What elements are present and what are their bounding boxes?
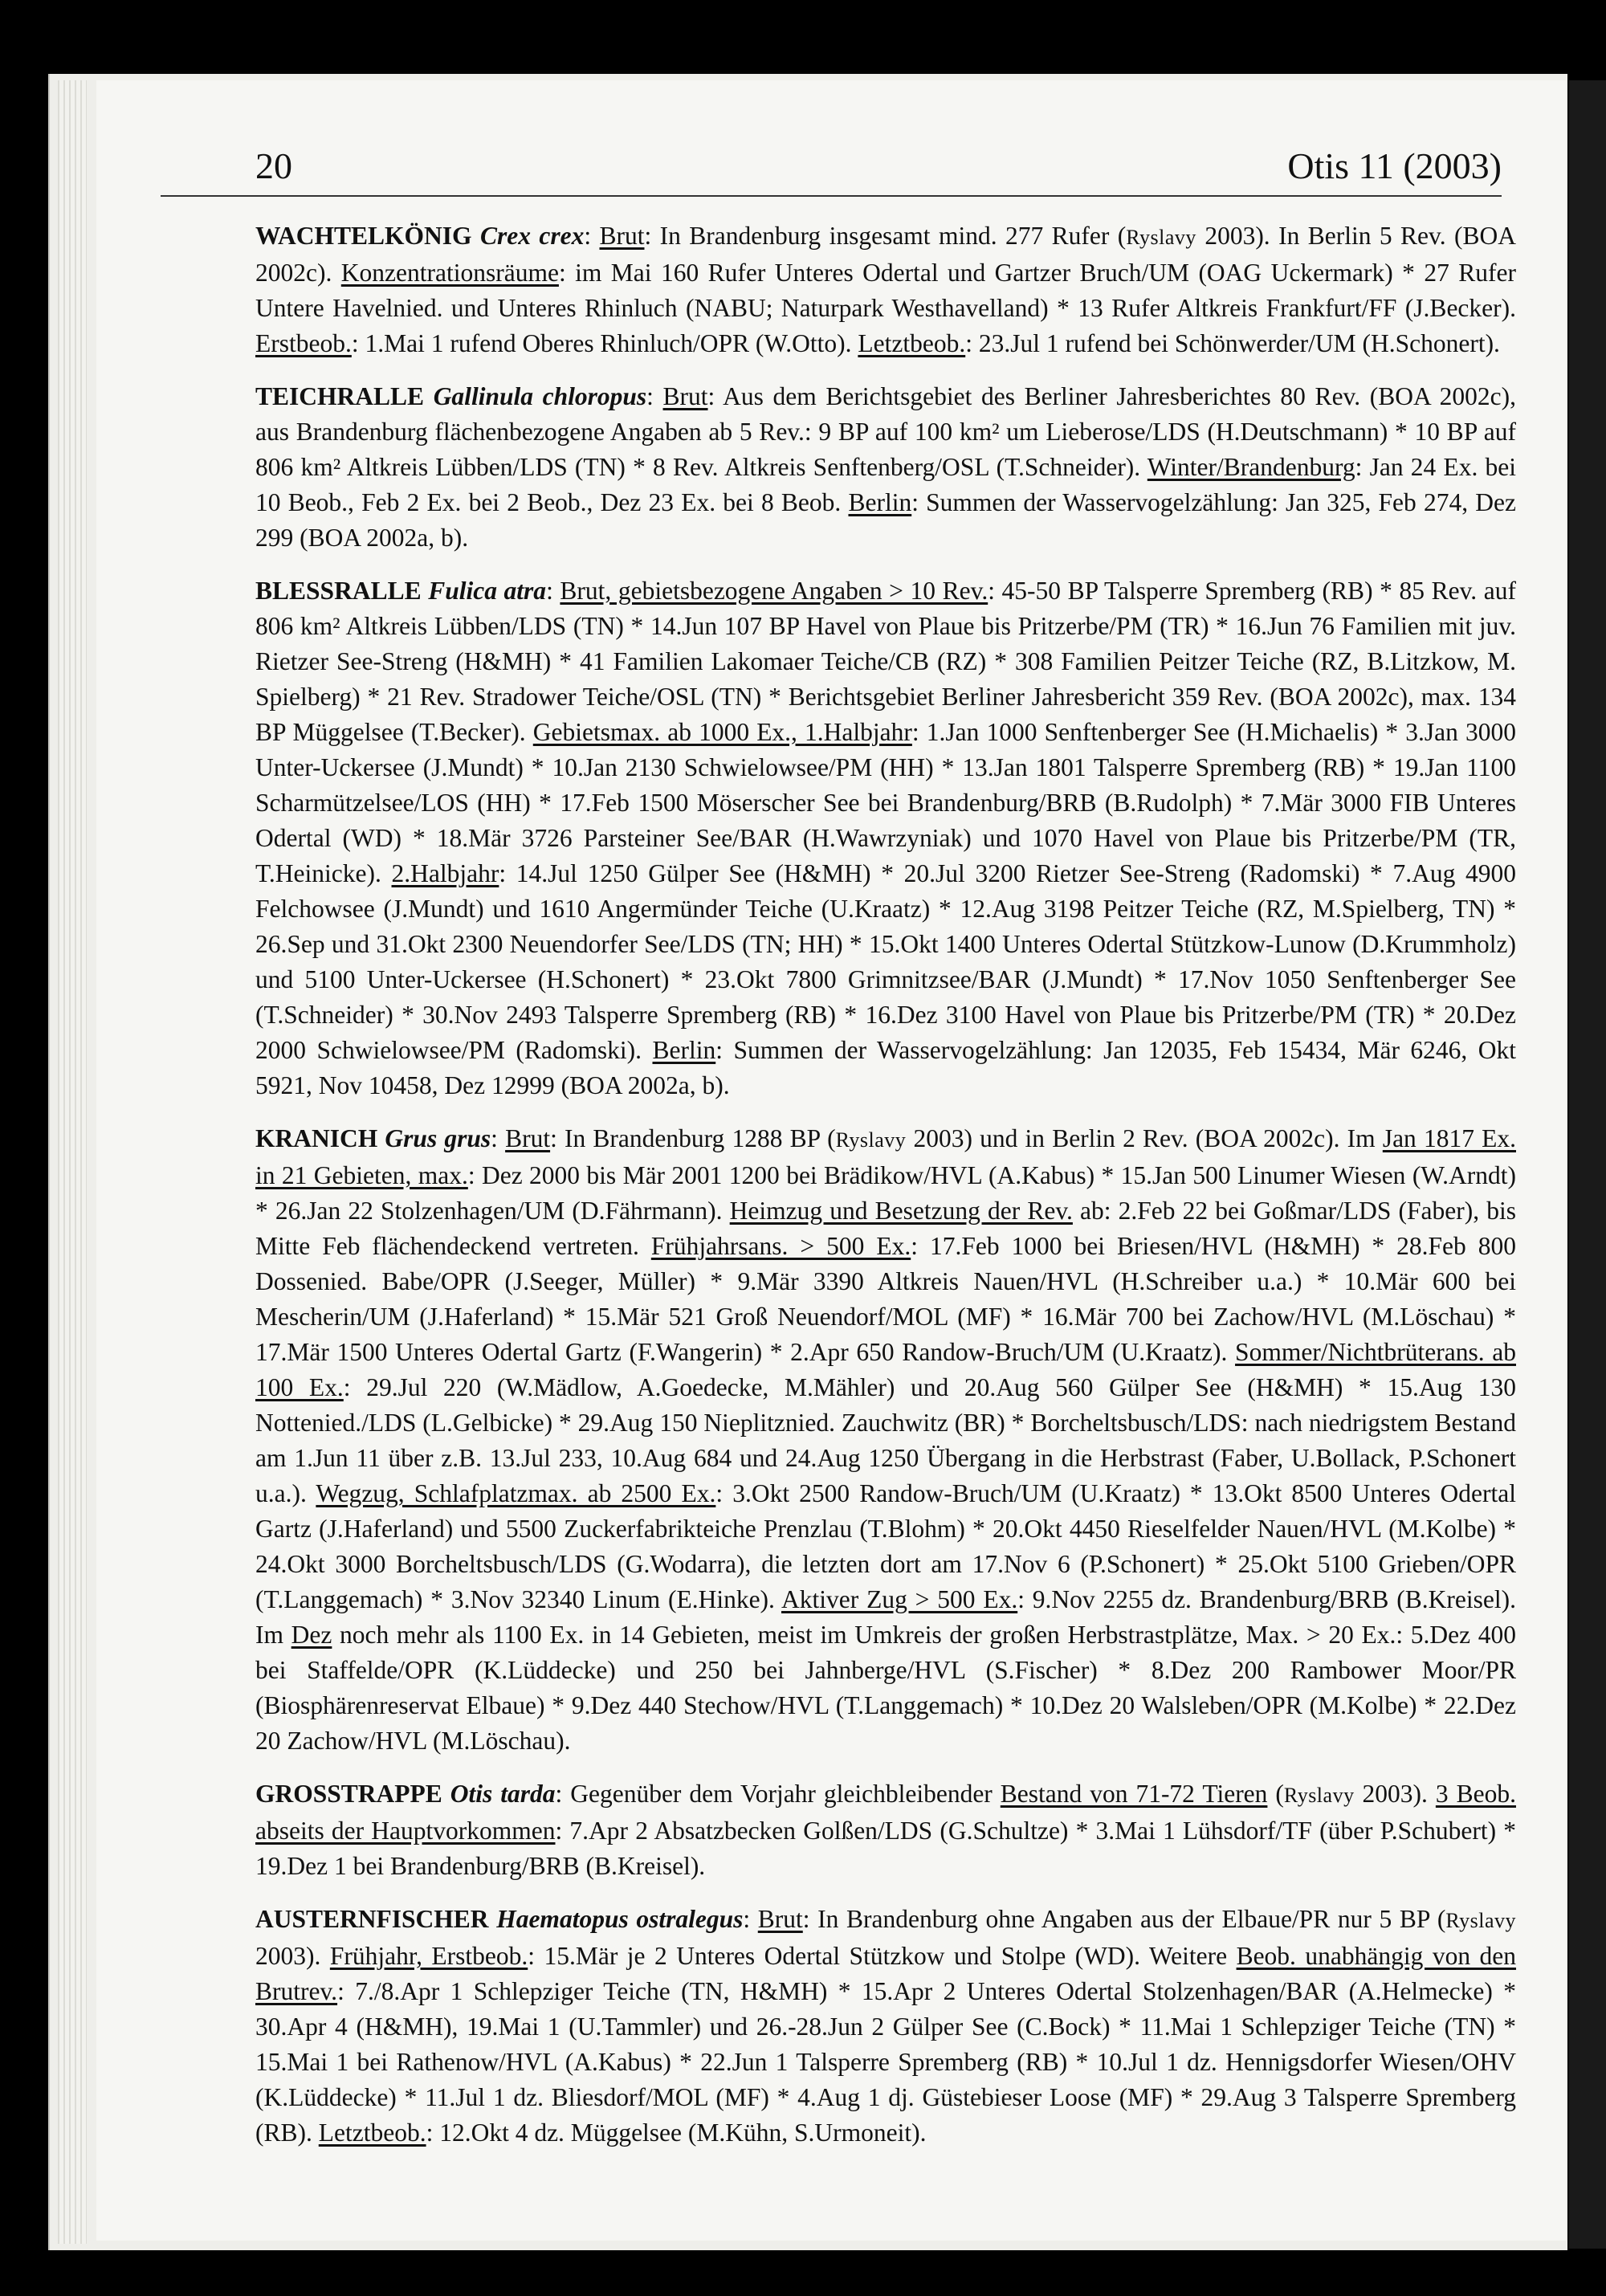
section-label: Wegzug, Schlafplatzmax. ab 2500 Ex. [316,1479,716,1507]
text-segment: : Dez 2000 bis Mär 2001 1200 bei Brädikow/HVL (A.Kabus) * 15.Jan 500 Linumer Wiesen (W.Arndt) * 26.Jan 22 Stolzenhagen/UM (D.Fährmann). [255,1161,1516,1225]
text-segment: : In Brandenburg insgesamt mind. 277 Rufer ( [644,222,1127,250]
species-name: TEICHRALLE [255,382,434,410]
section-label: Erstbeob. [255,329,352,357]
section-label: Dez [291,1621,332,1649]
species-name: GROSSTRAPPE [255,1780,450,1808]
section-label: Jan 1817 Ex. in 21 Gebieten, max. [255,1124,1516,1189]
species-accounts [255,218,1516,2168]
text-segment: : Summen der Wasservogelzählung: Jan 12035, Feb 15434, Mär 6246, Okt 5921, Nov 10458, Dez 12999 (BOA 2002a, b). [255,1036,1516,1099]
text-segment: : 7.Apr 2 Absatzbecken Golßen/LDS (G.Schultze) * 3.Mai 1 Lühsdorf/TF (über P.Schubert) * 19.Dez 1 bei Brandenburg/BRB (B.Kreisel). [255,1817,1516,1880]
author-citation: Ryslavy [835,1128,907,1152]
text-segment: : Gegenüber dem Vorjahr gleichbleibender [555,1780,1001,1808]
text-segment: : 23.Jul 1 rufend bei Schönwerder/UM (H.Schonert). [965,329,1500,357]
section-label: Bestand von 71-72 Tieren [1000,1780,1268,1808]
scan-border-left [0,0,47,2296]
text-segment: : im Mai 160 Rufer Unteres Odertal und Gartzer Bruch/UM (OAG Uckermark) * 27 Rufer Untere Havelnied. und Unteres Rhinluch (NABU; Naturpark Westhavelland) * 13 Rufer Altkreis Frankfurt/FF (J.Becker). [255,259,1516,322]
text-segment: : Summen der Wasservogelzählung: Jan 325, Feb 274, Dez 299 (BOA 2002a, b). [255,488,1516,552]
section-label: Sommer/Nichtbrüterans. ab 100 Ex. [255,1338,1516,1401]
text-segment: : 9.Nov 2255 dz. Brandenburg/BRB (B.Kreisel). Im [255,1585,1516,1649]
text-segment: : [491,1124,506,1152]
text-segment: 2003). [1354,1780,1436,1808]
text-segment: noch mehr als 1100 Ex. in 14 Gebieten, meist im Umkreis der großen Herbstrastplätze, Max. > 20 Ex.: 5.Dez 400 bei Staffelde/OPR (K.Lüddecke) und 250 bei Jahnberge/HVL (S.Fischer) * 8.Dez 200 Rambower Moor/PR (Biosphärenreservat Elbaue) * 9.Dez 440 Stechow/HVL (T.Langgemach) * 10.Dez 20 Walsleben/OPR (M.Kolbe) * 22.Dez 20 Zachow/HVL (M.Löschau). [255,1621,1516,1755]
text-segment: ( [1267,1780,1284,1808]
text-segment: : Jan 24 Ex. bei 10 Beob., Feb 2 Ex. bei 2 Beob., Dez 23 Ex. bei 8 Beob. [255,453,1516,516]
text-segment: : [646,382,663,410]
text-segment: 2003) und in Berlin 2 Rev. (BOA 2002c). Im [906,1124,1383,1152]
entry-teichralle [255,379,1516,556]
section-label: Aktiver Zug > 500 Ex. [781,1585,1018,1613]
section-label: Berlin [652,1036,716,1064]
text-segment: : [743,1905,758,1933]
text-segment: : In Brandenburg 1288 BP ( [550,1124,836,1152]
section-label: Heimzug und Besetzung der Rev. [729,1197,1073,1225]
text-segment: : 7./8.Apr 1 Schlepziger Teiche (TN, H&MH) * 15.Apr 2 Unteres Odertal Stolzenhagen/BAR (A.Helmecke) * 30.Apr 4 (H&MH), 19.Mai 1 (U.Tammler) und 26.-28.Jun 2 Gülper See (C.Bock) * 11.Mai 1 Schlepziger Teiche (TN) * 15.Mai 1 bei Rathenow/HVL (A.Kabus) * 22.Jun 1 Talsperre Spremberg (RB) * 10.Jul 1 dz. Hennigsdorfer Wiesen/OHV (K.Lüddecke) * 11.Jul 1 dz. Bliesdorf/MOL (MF) * 4.Aug 1 dj. Güstebieser Loose (MF) * 29.Aug 3 Talsperre Spremberg (RB). [255,1977,1516,2147]
page-header [161,141,1502,197]
species-name: KRANICH [255,1124,385,1152]
scientific-name: Gallinula chloropus [433,382,647,410]
section-label: Gebietsmax. ab 1000 Ex., 1.Halbjahr [532,718,912,746]
text-segment: : 15.Mär je 2 Unteres Odertal Stützkow und Stolpe (WD). Weitere [528,1942,1237,1970]
author-citation: Ryslavy [1283,1784,1355,1807]
text-segment: : Aus dem Berichtsgebiet des Berliner Jahresberichtes 80 Rev. (BOA 2002c), aus Brandenburg flächenbezogene Angaben ab 5 Rev.: 9 BP auf 100 km² um Lieberose/LDS (H.Deutschmann) * 10 BP auf 806 km² Altkreis Lübben/LDS (TN) * 8 Rev. Altkreis Senftenberg/OSL (T.Schneider). [255,382,1516,481]
section-label: Brut [757,1905,803,1933]
page-number: 20 [255,145,292,186]
section-label: Frühjahr, Erstbeob. [329,1942,528,1970]
scientific-name: Haematopus ostralegus [496,1905,744,1933]
scan-border-right [1569,80,1606,2249]
section-label: Winter/Brandenburg [1147,453,1355,481]
text-segment: : 1.Jan 1000 Senftenberger See (H.Michaelis) * 3.Jan 3000 Unter-Uckersee (J.Mundt) * 10.Jan 2130 Schwielowsee/PM (HH) * 13.Jan 1801 Talsperre Spremberg (RB) * 19.Jan 1100 Scharmützelsee/LOS (HH) * 17.Feb 1500 Möserscher See bei Brandenburg/BRB (B.Rudolph) * 7.Mär 3000 FIB Unteres Odertal (WD) * 18.Mär 3726 Parsteiner See/BAR (H.Wawrzyniak) und 1070 Havel von Plaue bis Pritzerbe/PM (TR, T.Heinicke). [255,718,1516,887]
entry-blessralle [255,573,1516,1103]
section-label: 2.Halbjahr [391,859,499,887]
species-name: BLESSRALLE [255,577,429,605]
section-label: Frühjahrsans. > 500 Ex. [650,1232,911,1260]
section-label: Letztbeob. [858,329,966,357]
scientific-name: Otis tarda [450,1780,556,1808]
text-segment: ab: 2.Feb 22 bei Goßmar/LDS (Faber), bis Mitte Feb flächendeckend vertreten. [255,1197,1516,1260]
text-segment: : 14.Jul 1250 Gülper See (H&MH) * 20.Jul 3200 Rietzer See-Streng (Radomski) * 7.Aug 4900 Felchowsee (J.Mundt) und 1610 Angermünder Teiche (U.Kraatz) * 12.Aug 3198 Peitzer Teiche (RZ, M.Spielberg, TN) * 26.Sep und 31.Okt 2300 Neuendorfer See/LDS (TN; HH) * 15.Okt 1400 Unteres Odertal Stützkow-Lunow (D.Krummholz) und 5100 Unter-Uckersee (H.Schonert) * 23.Okt 7800 Grimnitzsee/BAR (J.Mundt) * 17.Nov 1050 Senftenberger See (T.Schneider) * 30.Nov 2493 Talsperre Spremberg (RB) * 16.Dez 3100 Havel von Plaue bis Pritzerbe/PM (TR) * 20.Dez 2000 Schwielowsee/PM (Radomski). [255,859,1516,1064]
entry-kranich [255,1121,1516,1759]
entry-wachtelkoenig [255,218,1516,361]
journal-citation: Otis 11 (2003) [1287,145,1502,186]
section-label: Brut [505,1124,551,1152]
text-segment: 2003). [255,1942,330,1970]
author-citation: Ryslavy [1126,226,1196,249]
section-label: Brut [599,222,645,250]
text-segment: : In Brandenburg ohne Angaben aus der Elbaue/PR nur 5 BP ( [802,1905,1446,1933]
entry-grosstrappe [255,1776,1516,1884]
text-segment: : 3.Okt 2500 Randow-Bruch/UM (U.Kraatz) * 13.Okt 8500 Unteres Odertal Gartz (J.Haferland) und 5500 Zuckerfabrikteiche Prenzlau (T.Blohm) * 20.Okt 4450 Rieselfelder Nauen/HVL (M.Kolbe) * 24.Okt 3000 Borcheltsbusch/LDS (G.Wodarra), die letzten dort am 17.Nov 6 (P.Schonert) * 25.Okt 5100 Grieben/OPR (T.Langgemach) * 3.Nov 32340 Linum (E.Hinke). [255,1479,1516,1613]
author-citation: Ryslavy [1445,1909,1516,1932]
section-label: Letztbeob. [318,2119,426,2147]
species-name: AUSTERNFISCHER [255,1905,497,1933]
scientific-name: Fulica atra [428,577,547,605]
text-segment: : [584,222,600,250]
text-segment: 2003). In Berlin 5 Rev. (BOA 2002c). [255,222,1516,287]
section-label: Berlin [848,488,912,516]
section-label: Konzentrationsräume [340,259,559,287]
text-segment: : 1.Mai 1 rufend Oberes Rhinluch/OPR (W.Otto). [351,329,858,357]
section-label: Brut, gebietsbezogene Angaben > 10 Rev. [560,577,988,605]
text-segment: : 29.Jul 220 (W.Mädlow, A.Goedecke, M.Mähler) und 20.Aug 560 Gülper See (H&MH) * 15.Aug 130 Nottenied./LDS (L.Gelbicke) * 29.Aug 150 Nieplitznied. Zauchwitz (BR) * Borcheltsbusch/LDS: nach niedrigstem Bestand am 1.Jun 11 über z.B. 13.Jul 233, 10.Aug 684 und 24.Aug 1250 Übergang in die Herbstrast (Faber, U.Bollack, P.Schonert u.a.). [255,1373,1516,1507]
text-segment: : 17.Feb 1000 bei Briesen/HVL (H&MH) * 28.Feb 800 Dossenied. Babe/OPR (J.Seeger, Müller) * 9.Mär 3390 Altkreis Nauen/HVL (H.Schreiber u.a.) * 10.Mär 600 bei Mescherin/UM (J.Haferland) * 15.Mär 521 Groß Neuendorf/MOL (MF) * 16.Mär 700 bei Zachow/HVL (M.Löschau) * 17.Mär 1500 Unteres Odertal Gartz (F.Wangerin) * 2.Apr 650 Randow-Bruch/UM (U.Kraatz). [255,1232,1516,1366]
section-label: Brut [662,382,708,410]
text-segment: : 45-50 BP Talsperre Spremberg (RB) * 85 Rev. auf 806 km² Altkreis Lübben/LDS (TN) * 14.Jun 107 BP Havel von Plaue bis Pritzerbe/PM (TR) * 16.Jun 76 Familien mit juv. Rietzer See-Streng (H&MH) * 41 Familien Lakomaer Teiche/CB (RZ) * 308 Familien Peitzer Teiche (RZ, B.Litzkow, M. Spielberg) * 21 Rev. Stradower Teiche/OSL (TN) * Berichtsgebiet Berliner Jahresbericht 359 Rev. (BOA 2002c), max. 134 BP Müggelsee (T.Becker). [255,577,1516,746]
entry-austernfischer [255,1902,1516,2151]
text-segment: : 12.Okt 4 dz. Müggelsee (M.Kühn, S.Urmoneit). [426,2119,927,2147]
species-name: WACHTELKÖNIG [255,222,480,250]
section-label: Beob. unabhängig von den Brutrev. [255,1942,1517,2005]
scientific-name: Grus grus [385,1124,491,1152]
text-segment: : [546,577,560,605]
scientific-name: Crex crex [479,222,585,250]
section-label: 3 Beob. abseits der Hauptvorkommen [255,1780,1516,1845]
